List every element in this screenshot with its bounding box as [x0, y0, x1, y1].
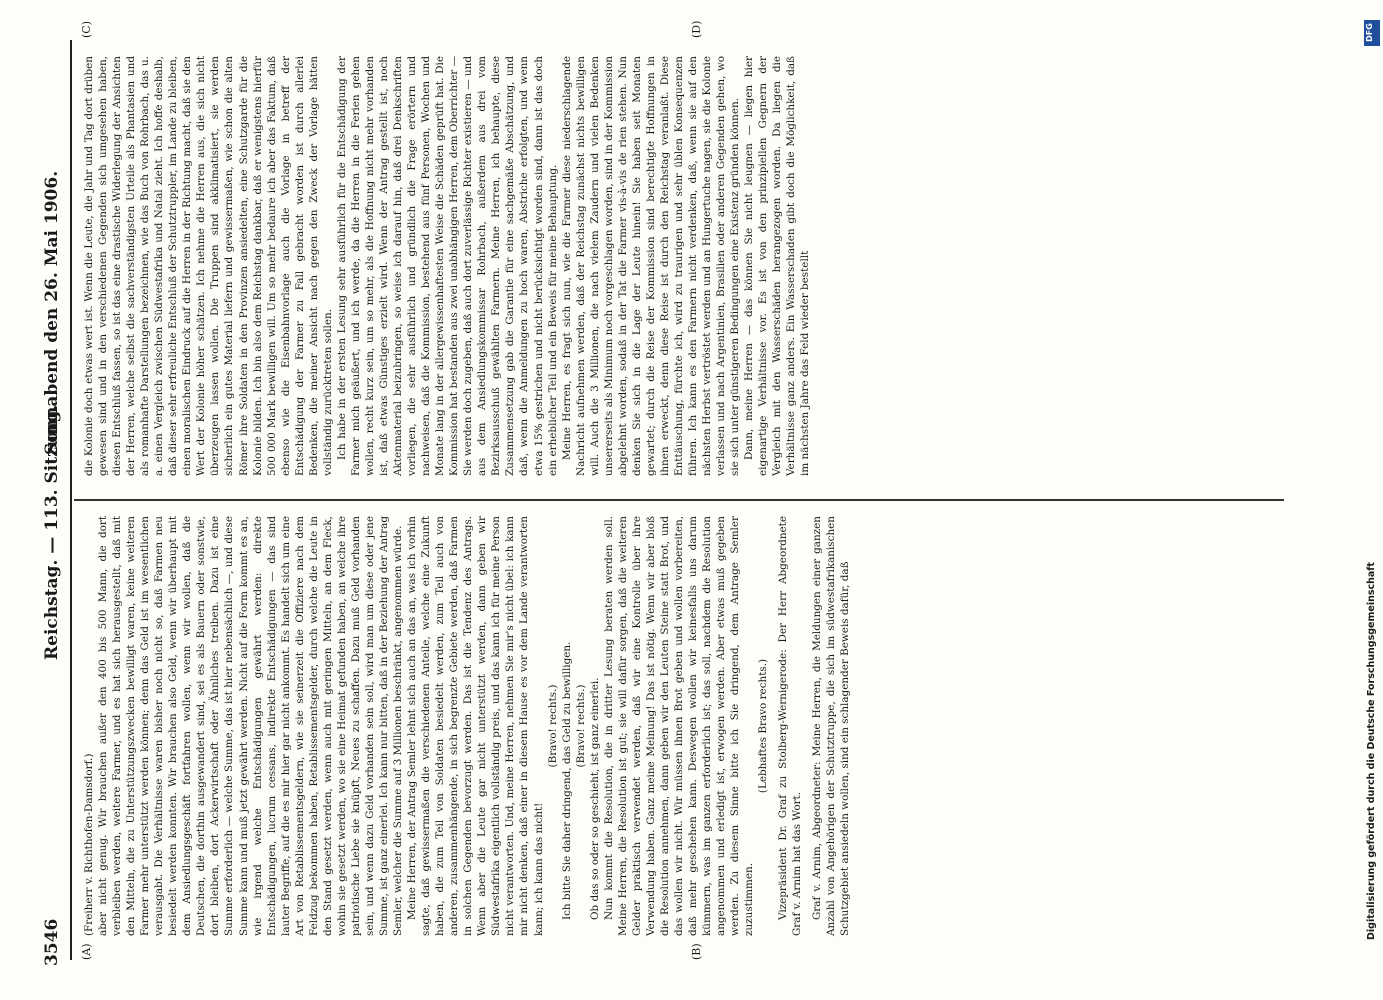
interjection: (Lebhaftes Bravo rechts.)	[757, 658, 770, 794]
column-divider	[74, 500, 1284, 502]
page-number: 3546	[42, 918, 62, 966]
digitization-credit	[1364, 20, 1380, 980]
right-column	[82, 56, 812, 476]
margin-marker-a: (A)	[80, 943, 93, 960]
paragraph: Ich bitte Sie daher dringend, das Geld zu bewilligen.	[560, 641, 573, 920]
interjection: (Bravo! rechts.)	[574, 684, 587, 768]
session-title: Reichstag. — 113. Sitzung.	[42, 404, 62, 660]
margin-marker-d: (D)	[690, 20, 703, 38]
paragraph: Nun kommt die Resolution, die in dritter Lesung beraten werden soll. Meine Herren, die Resolution ist gut; sie will dafür sorgen, daß die weiteren Gelder praktisch verwendet werden, daß wir eine Kontrolle über ihre Verwendung haben. Ganz meine Meinung! Das ist nötig. Wenn wir aber bloß die Resolution annehmen, dann geben wir den Leuten Steine statt Brot, und das wollen wir nicht. Wir müssen ihnen Brot geben und wollen vorbereiten, daß mehr geschehen kann. Deswegen wollen wir keinesfalls uns darum kümmern, was im ganzen erforderlich ist; das soll, nachdem die Resolution angenommen und erledigt ist, erwogen werden. Aber etwas muß gegeben werden. Zu diesem Sinne bitte ich Sie dringend, dem Antrage Semler zuzustimmen.	[602, 516, 756, 936]
paragraph: Graf v. Arnim, Abgeordneter: Meine Herren, die Meldungen einer ganzen Anzahl von Angehörigen der Schutztruppe, die sich im südwestafrikanischen Schutzgebiet ansiedeln wollen, sind ein schlagender Beweis dafür, daß	[811, 516, 852, 936]
paragraph: Ich habe in der ersten Lesung sehr ausführlich für die Entschädigung der Farmer mich geäußert, und ich werde, da die Herren in die Ferien gehen wollen, recht kurz sein, um so mehr, als die Hoffnung nicht mehr vorhanden ist, daß etwas Günstiges erzielt wird. Wenn der Antrag gestellt ist, noch Aktenmaterial beizubringen, so weise ich darauf hin, daß drei Denkschriften vorliegen, die sehr ausführlich und gründlich die Frage erörtern und nachweisen, daß die Kommission, bestehend aus fünf Personen, Wochen und Monate lang in der allergewissenhaftesten Weise die Schäden geprüft hat. Die Kommission hat bestanden aus zwei unabhängigen Herren, dem Oberrichter — Sie werden doch zugeben, daß auch dort zuverlässige Richter existieren — und aus dem Ansiedlungskommissar Rohrbach, außerdem aus drei vom Bezirksausschuß gewählten Farmern. Meine Herren, ich behaupte, diese Zusammensetzung gab die Garantie für eine sachgemäße Abschätzung, und daß, wenn die Anmeldungen zu hoch waren, Abstriche erfolgten, und wenn etwa 15% gestrichen und nicht berücksichtigt worden sind, dann ist das doch ein erheblicher Teil und ein Beweis für meine Behauptung.	[335, 56, 559, 476]
dfg-logo	[1364, 20, 1380, 46]
paragraph: Meine Herren, der Antrag Semler lehnt sich auch an das an, was ich vorhin sagte, daß gewissermaßen die verschiedenen Anteile, welche eine Zukunft haben, die zum Teil von Soldaten besiedelt werden, zum Teil auch von anderen, zusammenhängende, in sich begrenzte Gebiete werden, daß Farmen in solchen Gegenden bevorzugt werden. Das ist die Tendenz des Antrags. Wenn aber die Leute gar nicht unterstützt werden, dann geben wir Südwestafrika eigentlich vollständig preis, und das kann ich für meine Person nicht verantworten. Und, meine Herren, nehmen Sie mir's nicht übel: ich kann mir nicht denken, daß einer in diesem Hause es vor dem Lande verantworten kann; ich kann das nicht!	[406, 516, 545, 936]
header-rule	[70, 40, 72, 960]
paragraph: Meine Herren, es fragt sich nun, wie die Farmer diese niederschlagende Nachricht aufnehmen werden, daß der Reichstag zunächst nichts bewilligen will. Auch die 3 Millionen, die nach vielem Zaudern und vielen Bedenken unsererseits als Minimum noch vorgeschlagen worden, sind in der Kommission abgelehnt worden, sodaß in der Tat die Farmer vis-à-vis de rien stehen. Nun denken Sie sich in die Lage der Leute hinein! Sie haben seit Monaten gewartet; durch die Reise der Kommission sind berechtigte Hoffnungen in ihnen erweckt, denn diese Reise ist durch den Reichstag veranlaßt. Diese Enttäuschung, fürchte ich, wird zu traurigen und sehr üblen Konsequenzen führen. Ich kann es den Farmern nicht verdenken, daß, wenn sie auf den nächsten Herbst vertröstet werden und an Hungertuche nagen, sie die Kolonie verlassen und nach Argentinien, Brasilien oder anderen Gegenden gehen, wo sie sich unter günstigeren Bedingungen eine Existenz gründen können.	[560, 56, 742, 476]
paragraph: Ob das so oder so geschieht, ist ganz einerlei.	[588, 677, 601, 920]
paragraph: die Kolonie doch etwas wert ist. Wenn die Leute, die Jahr und Tag dort drüben gewesen sind und in den verschiedenen Gegenden sich umgesehen haben, diesen Entschluß fassen, so ist das eine drastische Widerlegung der Ansichten der Herren, welche selbst die sachverständigsten Urteile als Phantasien und als romanhafte Darstellungen bezeichnen, wie das Buch von Rohrbach, das u. a. einen Vergleich zwischen Südwestafrika und Natal zieht. Ich hoffe deshalb, daß dieser sehr erfreuliche Entschluß der Schutztruppler, im Lande zu bleiben, einen moralischen Eindruck auf die Herren in der Richtung macht, daß sie den Wert der Kolonie höher schätzen. Ich nehme die Herren aus, die sich nicht überzeugen lassen wollen. Die Truppen sind akklimatisiert, sie werden sicherlich ein gutes Material liefern und gewissermaßen, wie schon die alten Römer ihre Soldaten in den Provinzen ansiedelten, eine Schutzgarde für die Kolonie bilden. Ich bin also dem Reichstag dankbar, daß er wenigstens hierfür 500 000 Mark bewilligen will. Um so mehr bedaure ich aber das Faktum, daß ebenso wie die Eisenbahnvorlage auch die Vorlage in betreff der Entschädigung der Farmer zu Fall gebracht worden ist durch allerlei Bedenken, die meiner Ansicht nach gegen den Zweck der Vorlage hätten vollständig zurücktreten sollen.	[83, 56, 334, 476]
left-column	[82, 516, 853, 936]
interjection: (Bravo! rechts.)	[546, 684, 559, 768]
session-date: Sonnabend den 26. Mai 1906.	[42, 170, 62, 455]
page-header	[38, 0, 68, 1000]
margin-marker-c: (C)	[80, 21, 93, 38]
paragraph: aber nicht genug. Wir brauchen außer den 400 bis 500 Mann, die dort verbleiben werden, weitere Farmer, und es hat sich herausgestellt, daß mit den Mitteln, die zu Unterstützungszwecken bewilligt waren, keine weiteren Farmer mehr unterstützt werden können; denn das Geld ist im wesentlichen verausgabt. Die Verhältnisse waren bisher noch nicht so, daß Farmen neu besiedelt werden konnten. Wir brauchen also Geld, wenn wir überhaupt mit dem Ansiedlungsgeschäft fortfahren wollen, wenn wir wollen, daß die Deutschen, die dorthin ausgewandert sind, sei es als Bauern oder sonstwie, dort bleiben, dort Ackerwirtschaft oder Ähnliches treiben. Dazu ist eine Summe erforderlich — welche Summe, das ist hier nebensächlich —, und diese Summe kann und muß jetzt gewährt werden. Nicht auf die Form kommt es an, wie irgend welche Entschädigungen gewährt werden: direkte Entschädigungen, lucrum cessans, indirekte Entschädigungen — das sind lauter Begriffe, auf die es mir hier gar nicht ankommt. Es handelt sich um eine Art von Retablissementsgeldern, wie sie seinerzeit die Offiziere nach dem Feldzug bekommen haben, Retablissementsgelder, durch welche die Leute in den Stand gesetzt werden, wenn auch mit geringen Mitteln, an dem Fleck, wohin sie gesetzt werden, wo sie eine Heimat gefunden haben, an welche ihre patriotische Liebe sie knüpft, Neues zu schaffen. Dazu muß Geld vorhanden sein, und wenn dazu Geld vorhanden sein soll, wird man um diese oder jene Summe, ist ganz einerlei. Ich kann nur bitten, daß in der Beziehung der Antrag Semler, welcher die Summe auf 3 Millionen beschränkt, angenommen würde.	[97, 516, 405, 936]
margin-marker-b: (B)	[690, 943, 703, 960]
chair-announcement: Vizepräsident Dr. Graf zu Stolberg-Wernigerode: Der Herr Abgeordnete Graf v. Arnim hat das Wort.	[777, 516, 804, 936]
paragraph: Dann, meine Herren — das können Sie nicht leugnen — liegen hier eigenartige Verhältnisse vor. Es ist von den prinzipiellen Gegnern der Vergleich mit den Wasserschäden herangezogen worden. Da liegen die Verhältnisse ganz anders. Ein Wasserschaden gibt doch die Möglichkeit, daß im nächsten Jahre das Feld wieder bestellt	[743, 56, 812, 476]
dfg-logo-text: DFG	[1364, 23, 1374, 42]
speaker-attribution: (Freiherr v. Richthofen-Damsdorf.)	[83, 753, 95, 936]
credit-text: Digitalisierung gefördert durch die Deutsche Forschungsgemeinschaft	[1366, 562, 1377, 940]
